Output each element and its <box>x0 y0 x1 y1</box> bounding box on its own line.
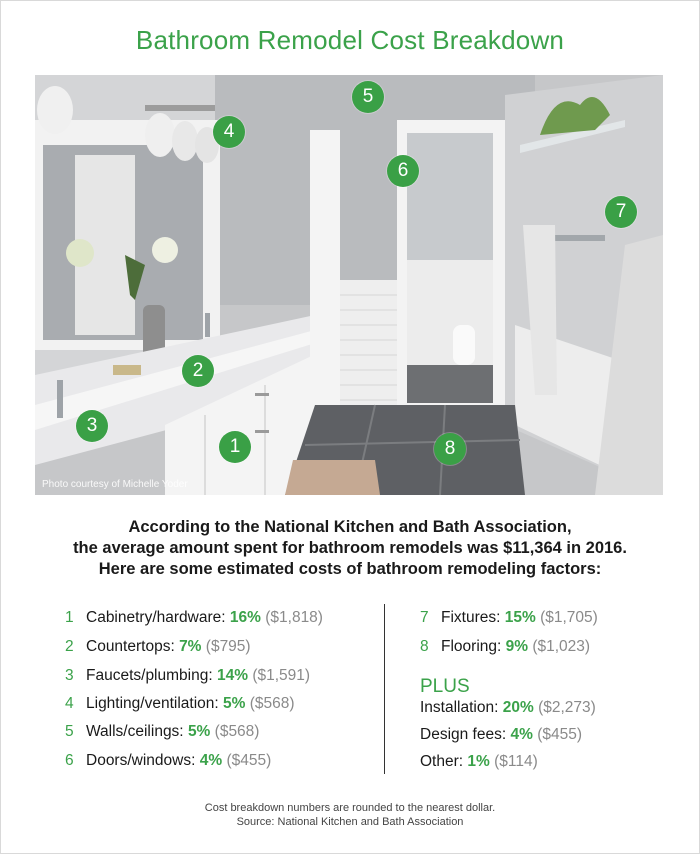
item-amount: ($795) <box>205 638 251 655</box>
item-number: 8 <box>420 638 429 655</box>
column-divider <box>384 604 385 774</box>
item-number: 2 <box>65 638 74 655</box>
footer-note <box>0 801 700 829</box>
footer-source: Source: National Kitchen and Bath Association <box>236 816 464 828</box>
cost-item-doors <box>65 752 271 770</box>
marker-5: 5 <box>352 81 384 113</box>
item-percent: 5% <box>187 723 211 740</box>
item-amount: ($114) <box>494 753 538 770</box>
item-percent: 14% <box>216 667 248 684</box>
cost-item-flooring <box>420 638 590 656</box>
item-amount: ($1,705) <box>540 609 598 626</box>
item-percent: 16% <box>229 609 261 626</box>
item-number: 4 <box>65 695 74 712</box>
item-amount: ($455) <box>226 752 272 769</box>
cost-item-design-fees <box>420 726 582 744</box>
item-amount: ($1,023) <box>532 638 591 655</box>
plus-heading: PLUS <box>420 676 470 697</box>
item-amount: ($2,273) <box>538 699 596 716</box>
item-percent: 7% <box>179 638 202 655</box>
item-percent: 5% <box>223 695 246 712</box>
item-number: 7 <box>420 609 429 626</box>
cost-item-walls <box>65 723 259 741</box>
intro-line-1: According to the National Kitchen and Bath Association, <box>128 518 572 536</box>
item-number: 6 <box>65 752 74 769</box>
item-label: Fixtures: <box>441 609 501 626</box>
item-percent: 1% <box>467 753 490 770</box>
intro-line-3: Here are some estimated costs of bathroom remodeling factors: <box>98 560 602 578</box>
cost-item-lighting <box>65 695 295 713</box>
bathroom-photo <box>35 75 663 495</box>
bathroom-illustration <box>35 75 663 495</box>
item-percent: 15% <box>504 609 536 626</box>
marker-1: 1 <box>219 431 251 463</box>
cost-item-faucets <box>65 667 310 685</box>
item-label: Countertops: <box>86 638 175 655</box>
page-title: Bathroom Remodel Cost Breakdown <box>135 25 565 55</box>
footer-rounding-note: Cost breakdown numbers are rounded to the nearest dollar. <box>204 802 496 814</box>
marker-6: 6 <box>387 155 419 187</box>
item-amount: ($1,591) <box>252 667 311 684</box>
item-number: 5 <box>65 723 74 740</box>
cost-item-countertops <box>65 638 251 656</box>
item-label: Cabinetry/hardware: <box>86 609 226 626</box>
marker-8: 8 <box>434 433 466 465</box>
item-label: Doors/windows: <box>86 752 196 769</box>
item-amount: ($455) <box>537 726 583 743</box>
intro-text <box>0 517 700 580</box>
marker-3: 3 <box>76 410 108 442</box>
photo-credit: Photo courtesy of Michelle Yoder <box>42 479 188 490</box>
intro-line-2: the average amount spent for bathroom remodels was $11,364 in 2016. <box>73 539 627 557</box>
item-amount: ($1,818) <box>265 609 323 626</box>
marker-7: 7 <box>605 196 637 228</box>
item-label: Walls/ceilings: <box>86 723 184 740</box>
cost-item-cabinetry <box>65 609 323 627</box>
marker-4: 4 <box>213 116 245 148</box>
item-number: 1 <box>65 609 74 626</box>
item-label: Design fees: <box>420 726 507 743</box>
item-amount: ($568) <box>214 723 260 740</box>
item-label: Flooring: <box>441 638 502 655</box>
item-label: Faucets/plumbing: <box>86 667 213 684</box>
item-percent: 4% <box>199 752 223 769</box>
item-number: 3 <box>65 667 74 684</box>
item-percent: 4% <box>510 726 533 743</box>
marker-2: 2 <box>182 355 214 387</box>
item-amount: ($568) <box>249 695 295 712</box>
item-percent: 20% <box>502 699 534 716</box>
item-label: Other: <box>420 753 464 770</box>
cost-item-fixtures <box>420 609 598 627</box>
cost-item-installation <box>420 699 596 717</box>
cost-item-other <box>420 753 538 771</box>
item-label: Installation: <box>420 699 499 716</box>
item-percent: 9% <box>505 638 529 655</box>
item-label: Lighting/ventilation: <box>86 695 219 712</box>
